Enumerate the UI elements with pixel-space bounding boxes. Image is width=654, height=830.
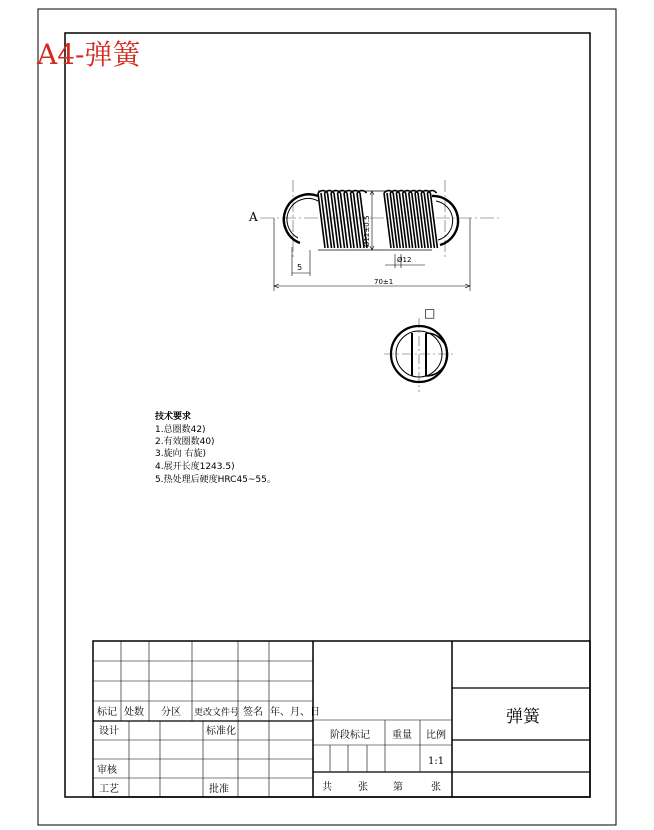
coil-turn [409, 193, 419, 248]
coil-turn [403, 193, 413, 248]
tech-req-item: 3.旋向 右旋) [155, 449, 206, 459]
coil-turn [331, 193, 341, 248]
outer-border [38, 9, 616, 825]
sheet-total-label: 共 [322, 782, 332, 793]
coil-group-left [318, 191, 367, 249]
rev-header: 分区 [161, 707, 181, 718]
stage-label: 阶段标记 [330, 730, 370, 741]
hook-left [284, 194, 318, 243]
rev-header: 年、月、日 [270, 707, 320, 718]
dim-wire-dia-text: Ø12 [397, 256, 412, 264]
coil-turn [318, 193, 328, 248]
coil-turn [344, 193, 354, 248]
coil-turn [384, 193, 394, 248]
coil-turn [427, 193, 437, 248]
spring-front-view [260, 180, 500, 260]
standardize-label: 标准化 [206, 726, 236, 737]
dim-length-text: 70±1 [374, 278, 394, 286]
view-label-a: A [249, 210, 258, 224]
sheet-unit-label: 张 [358, 782, 368, 793]
sheet-no-label: 第 [393, 782, 403, 793]
tech-req-heading: 技术要求 [155, 412, 192, 422]
drawing-frame [65, 33, 590, 797]
part-name: 弹簧 [506, 707, 540, 727]
dim-hook-gap-text: 5 [297, 263, 303, 272]
tech-req-item: 1.总圈数42) [155, 425, 206, 435]
scale-label: 比例 [426, 730, 446, 741]
coil-turn [415, 193, 425, 248]
rev-header: 标记 [97, 707, 117, 718]
side-view-label: □ [424, 306, 436, 320]
coil-turn [338, 193, 348, 248]
coil-turn [396, 193, 406, 248]
rev-header: 更改文件号 [194, 708, 240, 718]
scale-value: 1:1 [428, 756, 445, 767]
coil-turn [421, 193, 431, 248]
tech-req-item: 4.展开长度1243.5) [155, 462, 235, 472]
approve-label: 批准 [209, 784, 229, 795]
hook-right-inner [436, 201, 453, 240]
tech-req-item: 5.热处理后硬度HRC45~55。 [155, 475, 276, 485]
coil-turn [390, 193, 400, 248]
design-label: 设计 [99, 726, 119, 737]
tech-req-item: 2.有效圈数40) [155, 437, 215, 447]
weight-label: 重量 [392, 730, 412, 741]
sheet-title: A4-弹簧 [37, 38, 141, 71]
coil-turn [325, 193, 335, 248]
spring-side-view [384, 318, 454, 392]
dimension-lines [274, 191, 470, 291]
rev-header: 签名 [243, 707, 263, 718]
sheet-unit2-label: 张 [431, 782, 441, 793]
coil-turn [351, 193, 361, 248]
rev-header: 处数 [124, 707, 144, 718]
coil-group-right [384, 191, 437, 249]
review-label: 审核 [97, 765, 117, 776]
process-label: 工艺 [99, 784, 119, 795]
dim-outer-dia-text: Ø12±0.5 [363, 215, 371, 247]
